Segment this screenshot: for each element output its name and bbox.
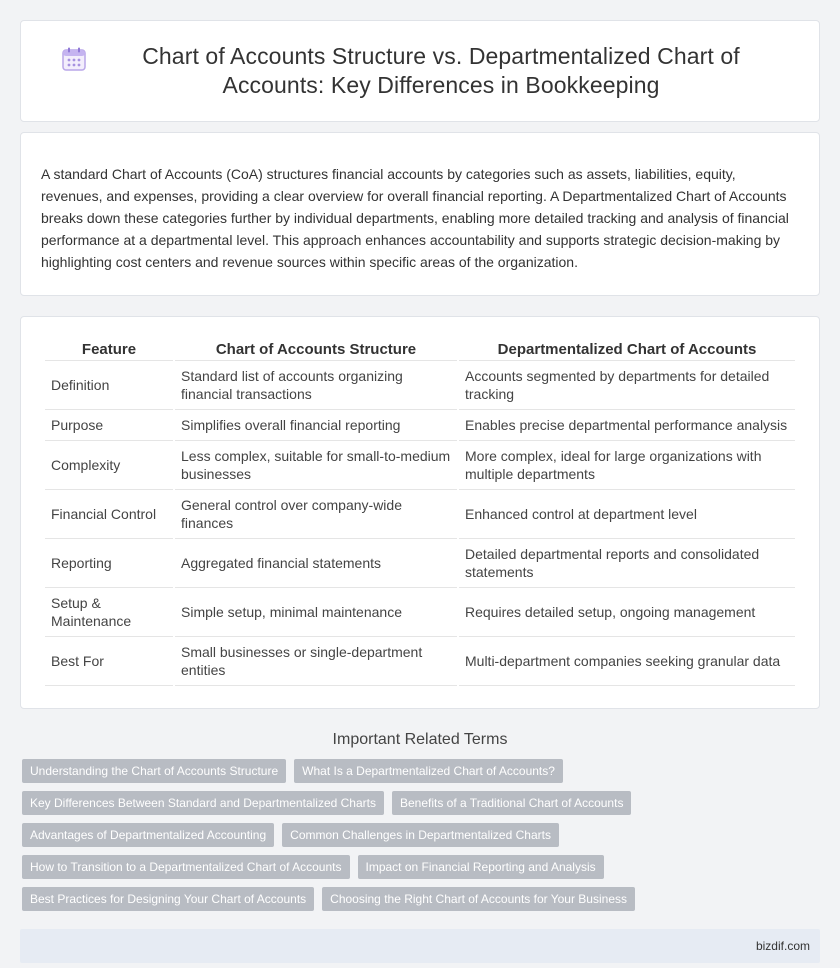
cell-feature: Financial Control [45, 490, 173, 539]
table-row [45, 588, 795, 637]
table-row [45, 637, 795, 686]
page-title: Chart of Accounts Structure vs. Departmentalized Chart of Accounts: Key Differences in Bookkeeping [142, 43, 740, 98]
comparison-card [20, 316, 820, 709]
cell-departmentalized: Enables precise departmental performance analysis [459, 410, 795, 441]
cell-coa: Simple setup, minimal maintenance [175, 588, 457, 637]
cell-feature: Complexity [45, 441, 173, 490]
cell-departmentalized: Enhanced control at department level [459, 490, 795, 539]
related-terms-title: Important Related Terms [332, 731, 508, 748]
title-wrap [61, 42, 779, 100]
cell-coa: Standard list of accounts organizing financial transactions [175, 361, 457, 410]
footer [20, 929, 820, 963]
cell-feature: Purpose [45, 410, 173, 441]
cell-feature: Setup & Maintenance [45, 588, 173, 637]
table-row [45, 490, 795, 539]
related-terms-tags [22, 759, 818, 911]
related-term-tag[interactable]: Understanding the Chart of Accounts Structure [22, 759, 286, 783]
related-term-tag[interactable]: Impact on Financial Reporting and Analysis [358, 855, 604, 879]
cell-coa: General control over company-wide finances [175, 490, 457, 539]
related-term-tag[interactable]: Common Challenges in Departmentalized Charts [282, 823, 559, 847]
header-departmentalized: Departmentalized Chart of Accounts [459, 337, 795, 361]
cell-departmentalized: Detailed departmental reports and consolidated statements [459, 539, 795, 588]
cell-feature: Best For [45, 637, 173, 686]
cell-feature: Reporting [45, 539, 173, 588]
table-row [45, 361, 795, 410]
header-coa: Chart of Accounts Structure [175, 337, 457, 361]
table-row [45, 539, 795, 588]
header-feature: Feature [45, 337, 173, 361]
related-term-tag[interactable]: Choosing the Right Chart of Accounts for Your Business [322, 887, 635, 911]
related-term-tag[interactable]: Benefits of a Traditional Chart of Accounts [392, 791, 631, 815]
related-term-tag[interactable]: Best Practices for Designing Your Chart of Accounts [22, 887, 314, 911]
related-terms-section [0, 731, 840, 911]
cell-coa: Simplifies overall financial reporting [175, 410, 457, 441]
cell-coa: Less complex, suitable for small-to-medium businesses [175, 441, 457, 490]
cell-departmentalized: Multi-department companies seeking granular data [459, 637, 795, 686]
cell-coa: Small businesses or single-department entities [175, 637, 457, 686]
related-term-tag[interactable]: Advantages of Departmentalized Accounting [22, 823, 274, 847]
cell-departmentalized: More complex, ideal for large organizations with multiple departments [459, 441, 795, 490]
cell-departmentalized: Requires detailed setup, ongoing management [459, 588, 795, 637]
related-term-tag[interactable]: How to Transition to a Departmentalized Chart of Accounts [22, 855, 350, 879]
intro-paragraph: A standard Chart of Accounts (CoA) structures financial accounts by categories such as assets, liabilities, equity, revenues, and expenses, providing a clear overview for overall financial reporting. A Departmentalized Chart of Accounts breaks down these categories further by individual departments, enabling more detailed tracking and analysis of financial performance at a departmental level. This approach enhances accountability and supports strategic decision-making by highlighting cost centers and revenue sources within specific areas of the organization. [41, 166, 789, 270]
table-row [45, 410, 795, 441]
related-term-tag[interactable]: What Is a Departmentalized Chart of Accounts? [294, 759, 563, 783]
footer-site[interactable]: bizdif.com [755, 939, 810, 953]
table-row [45, 441, 795, 490]
comparison-table [43, 337, 797, 686]
table-header-row [45, 337, 795, 361]
cell-departmentalized: Accounts segmented by departments for detailed tracking [459, 361, 795, 410]
calendar-icon [61, 46, 87, 72]
cell-feature: Definition [45, 361, 173, 410]
related-term-tag[interactable]: Key Differences Between Standard and Departmentalized Charts [22, 791, 384, 815]
intro-card [20, 132, 820, 296]
title-card [20, 20, 820, 122]
cell-coa: Aggregated financial statements [175, 539, 457, 588]
